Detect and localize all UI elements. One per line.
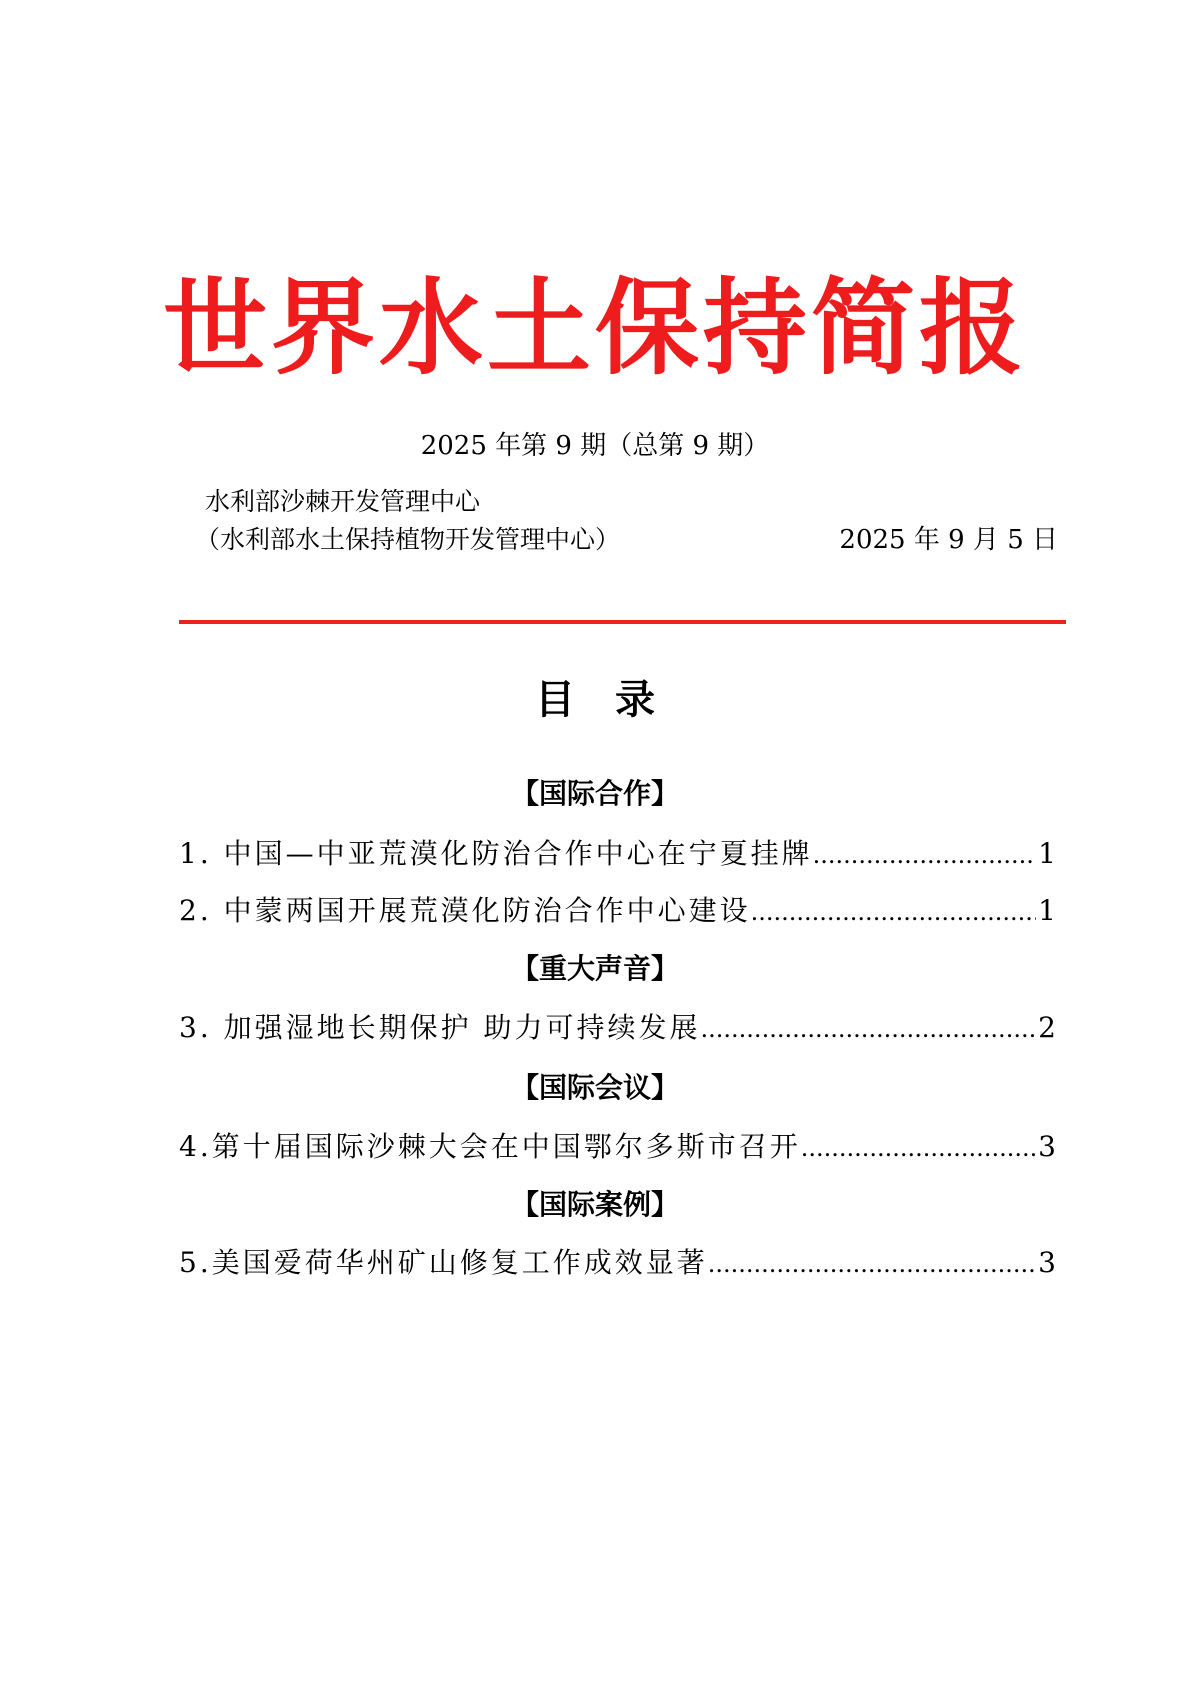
publisher-alt-name: （水利部水土保持植物开发管理中心） [195,525,621,554]
toc-section-heading: 【国际案例】 [510,1188,679,1221]
issue-number: 2025 年第 9 期（总第 9 期） [420,431,770,461]
toc-leader-dots [708,1244,1036,1283]
toc-leader-dots [751,892,1037,931]
toc-title-char-2: 录 [615,677,655,723]
toc-entry[interactable] [179,1127,1056,1167]
toc-entry[interactable] [179,891,1056,931]
toc-entry[interactable] [179,834,1056,874]
toc-entry-title: 2. 中蒙两国开展荒漠化防治合作中心建设 [179,894,751,927]
toc-section-heading: 【重大声音】 [510,952,679,985]
toc-title-char-1: 目 [535,677,575,723]
publish-date: 2025 年 9 月 5 日 [839,525,1058,555]
toc-entry-page: 3 [1038,1246,1056,1279]
toc-entry[interactable] [179,1008,1056,1048]
toc-entry-page: 3 [1038,1130,1056,1163]
toc-title [0,672,1190,728]
toc-entry-page: 1 [1038,894,1056,927]
toc-entry-page: 2 [1038,1011,1056,1044]
header-divider [179,620,1066,624]
toc-leader-dots [801,1128,1036,1167]
toc-entry-title: 1. 中国—中亚荒漠化防治合作中心在宁夏挂牌 [179,837,813,870]
publisher-name: 水利部沙棘开发管理中心 [205,487,481,516]
toc-section-heading: 【国际会议】 [510,1071,679,1104]
toc-entry-page: 1 [1038,837,1056,870]
masthead-title: 世界水土保持简报 [162,267,1027,389]
toc-entry-title: 4.第十届国际沙棘大会在中国鄂尔多斯市召开 [179,1130,801,1163]
toc-entry-title: 3. 加强湿地长期保护 助力可持续发展 [179,1011,701,1044]
toc-leader-dots [813,835,1037,874]
toc-entry[interactable] [179,1243,1056,1283]
toc-section-heading: 【国际合作】 [510,777,679,810]
toc-entry-title: 5.美国爱荷华州矿山修复工作成效显著 [179,1246,708,1279]
toc-leader-dots [701,1009,1037,1048]
